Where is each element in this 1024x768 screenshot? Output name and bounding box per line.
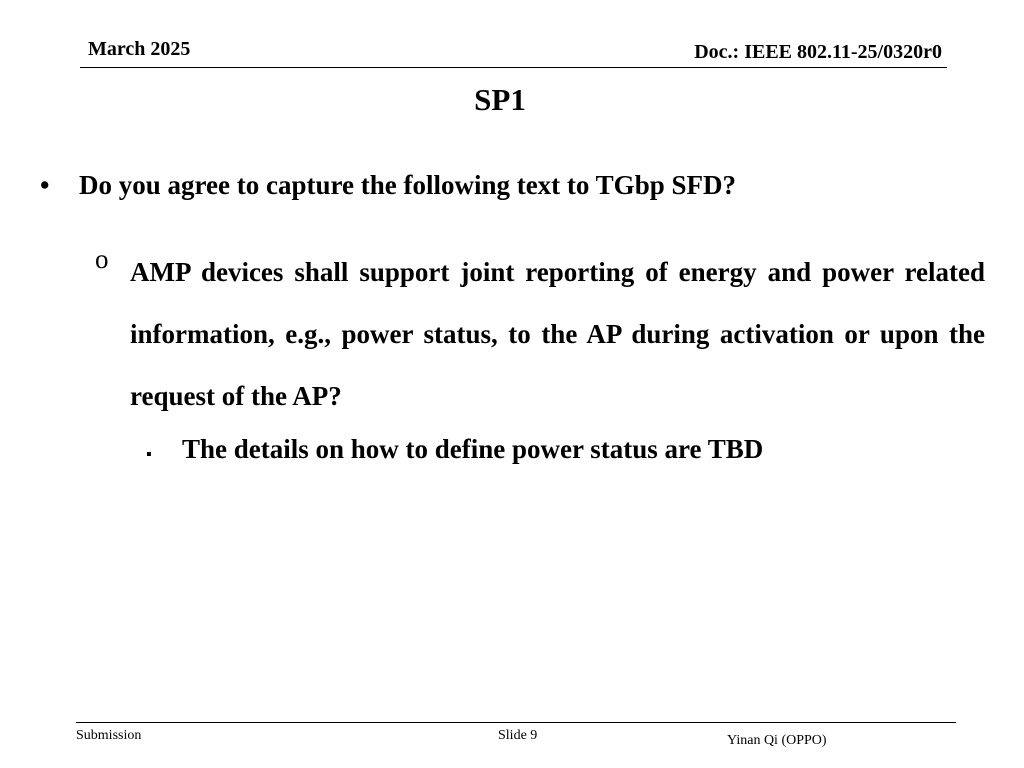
bullet-text-level-3: The details on how to define power status are TBD	[182, 434, 764, 464]
header-divider	[80, 67, 947, 68]
footer-submission: Submission	[76, 728, 142, 743]
bullet-text-level-2: AMP devices shall support joint reporting of energy and power related information, e.g., power status, to the AP during activation or upon the request of the AP?	[130, 257, 985, 411]
footer-divider	[76, 722, 956, 723]
bullet-marker-level-1: •	[40, 170, 50, 200]
footer-slide-number: Slide 9	[498, 728, 538, 743]
slide-title: SP1	[474, 82, 526, 117]
bullet-text-level-1: Do you agree to capture the following text to TGbp SFD?	[79, 170, 736, 200]
header-doc-id: Doc.: IEEE 802.11-25/0320r0	[694, 41, 942, 63]
header-date: March 2025	[88, 38, 191, 60]
bullet-marker-level-3: ▪	[146, 446, 152, 463]
footer-author: Yinan Qi (OPPO)	[727, 733, 827, 748]
bullet-marker-level-2: o	[95, 244, 109, 274]
